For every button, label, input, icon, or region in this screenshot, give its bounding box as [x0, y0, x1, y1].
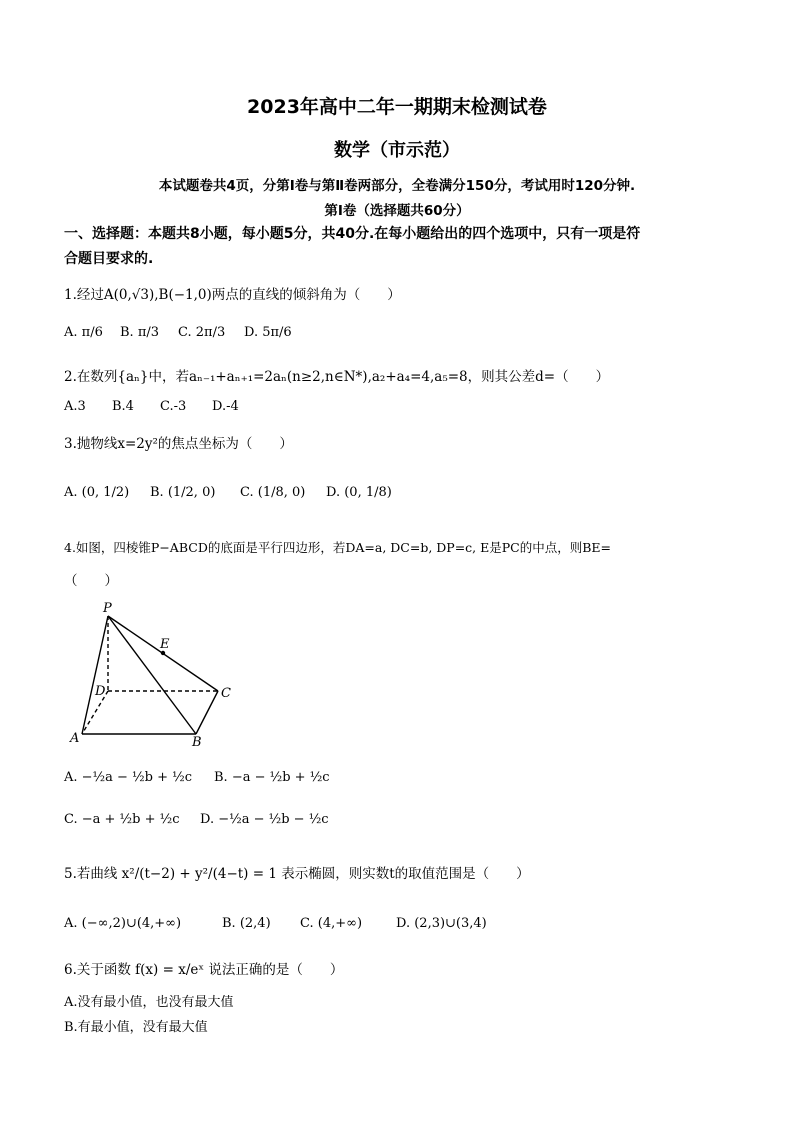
section-heading-line2: 合题目要求的.	[64, 251, 154, 267]
question-6-option-b: B.有最小值，没有最大值	[64, 1020, 208, 1035]
figure-label-c: C	[221, 686, 231, 701]
figure-label-b: B	[192, 735, 202, 750]
question-2-option-c: C.-3	[160, 399, 187, 414]
question-4-option-b: B. −a − ½b + ½c	[214, 770, 330, 785]
exam-subject: 数学（市示范）	[334, 140, 460, 161]
question-4-stem-cont: （ ）	[64, 573, 118, 589]
exam-title: 2023年高中二年一期期末检测试卷	[247, 96, 547, 118]
question-2-option-d: D.-4	[212, 399, 239, 414]
question-5-option-a: A. (−∞,2)∪(4,+∞)	[64, 916, 182, 931]
question-1-option-a: A. π/6	[64, 325, 103, 340]
question-4-option-c: C. −a + ½b + ½c	[64, 812, 180, 827]
question-3-option-c: C. (1/8, 0)	[240, 485, 306, 500]
pyramid-figure	[68, 600, 248, 750]
question-2-option-a: A.3	[64, 399, 86, 414]
question-3-stem: 3.抛物线x=2y²的焦点坐标为（ ）	[64, 436, 293, 452]
question-3-option-b: B. (1/2, 0)	[150, 485, 216, 500]
figure-label-p: P	[103, 601, 112, 616]
section-heading-line1: 一、选择题：本题共8小题，每小题5分，共40分.在每小题给出的四个选项中，只有一项是符	[64, 226, 641, 242]
question-4-option-d: D. −½a − ½b − ½c	[200, 812, 329, 827]
figure-label-e: E	[160, 637, 170, 652]
figure-label-a: A	[70, 731, 80, 746]
question-3-option-d: D. (0, 1/8)	[326, 485, 392, 500]
question-4-stem: 4.如图，四棱锥P−ABCD的底面是平行四边形，若DA=a, DC=b, DP=c, E是PC的中点，则BE=	[64, 540, 612, 555]
question-5-option-c: C. (4,+∞)	[300, 916, 363, 931]
exam-instructions: 本试题卷共4页，分第Ⅰ卷与第Ⅱ卷两部分，全卷满分150分，考试用时120分钟.	[158, 178, 636, 194]
question-2-option-b: B.4	[112, 399, 134, 414]
question-5-option-b: B. (2,4)	[222, 916, 271, 931]
question-4-option-a: A. −½a − ½b + ½c	[64, 770, 193, 785]
question-1-option-c: C. 2π/3	[178, 325, 226, 340]
question-6-option-a: A.没有最小值，也没有最大值	[64, 995, 234, 1010]
question-1-option-b: B. π/3	[120, 325, 160, 340]
question-5-option-d: D. (2,3)∪(3,4)	[396, 916, 487, 931]
question-1-stem: 1.经过A(0,√3),B(−1,0)两点的直线的倾斜角为（ ）	[64, 287, 401, 303]
question-5-stem: 5.若曲线 x²/(t−2) + y²/(4−t) = 1 表示椭圆，则实数t的取值范围是（ ）	[64, 866, 530, 882]
question-6-stem: 6.关于函数 f(x) = x/eˣ 说法正确的是（ ）	[64, 962, 344, 978]
question-2-stem: 2.在数列{aₙ}中，若aₙ₋₁+aₙ₊₁=2aₙ(n≥2,n∈N*),a₂+a₄=4,a₅=8，则其公差d=（ ）	[64, 369, 610, 385]
question-1-option-d: D. 5π/6	[244, 325, 292, 340]
question-3-option-a: A. (0, 1/2)	[64, 485, 130, 500]
figure-label-d: D	[95, 684, 106, 699]
part-heading: 第Ⅰ卷（选择题共60分）	[324, 203, 470, 219]
